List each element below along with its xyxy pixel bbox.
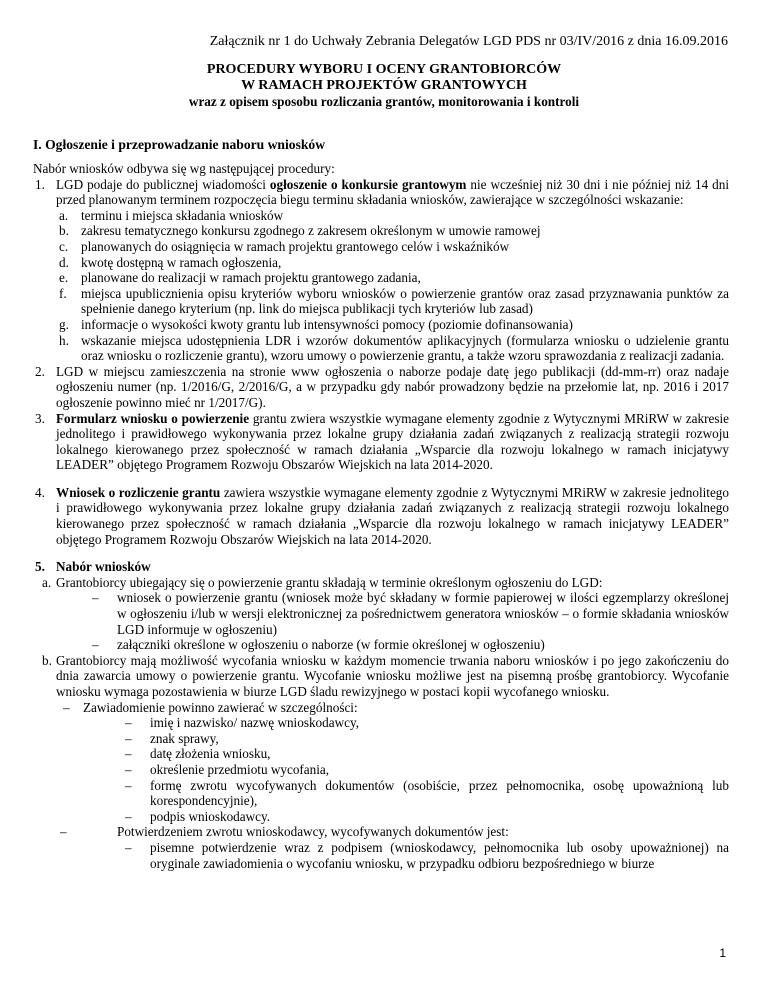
item-text-post: nie wcześniej niż 30 dni i nie później niż 14 dni przed planowanym terminem rozpoczęcia biegu terminu składania wniosków, zawierające w szczególności wskazanie:: [56, 176, 729, 208]
sub-item-letter: b.: [59, 223, 69, 239]
item-number: 3.: [35, 410, 45, 426]
sub-item-text: wskazanie miejsca udostępnienia LDR i wzorów dokumentów aplikacyjnych (formularza wniosku o udzielenie grantu oraz wniosku o rozliczenie grantu), wzoru umowy o powierzenie grantu, a także wzoru sprawozdania z realizacji zadania.: [81, 332, 729, 364]
sub-item-text: miejsca upublicznienia opisu kryteriów wyboru wniosków o powierzenie grantów oraz zasad przyznawania punktów za spełnienie danego kryterium (np. link do miejsca publikacji tych kryteriów lub zasad): [81, 285, 729, 317]
list-item-5: [33, 559, 729, 575]
sub-item-text: informacje o wysokości kwoty grantu lub intensywności pomocy (poziomie dofinansowania): [81, 316, 573, 332]
notice-item-text: formę zwrotu wycofywanych dokumentów (osobiście, przez pełnomocnika, osobę upoważnioną lub korespondencyjnie),: [150, 777, 729, 809]
document-title: [0, 62, 768, 110]
sub-item-f: [33, 286, 729, 317]
sub-item-text: kwotę dostępną w ramach ogłoszenia,: [81, 254, 282, 270]
item-number: 4.: [35, 484, 45, 500]
dash-bullet: –: [92, 637, 99, 653]
notice-item-text: datę złożenia wniosku,: [150, 746, 271, 762]
item-title: Nabór wniosków: [56, 559, 151, 575]
dash-bullet: –: [63, 699, 70, 715]
sub-item-text: terminu i miejsca składania wniosków: [81, 207, 284, 223]
sub-item-h: [33, 333, 729, 364]
dash-bullet: –: [125, 730, 132, 746]
notice-heading: [33, 700, 729, 716]
item-number: 5.: [35, 559, 45, 575]
notice-item-text: imię i nazwisko/ nazwę wnioskodawcy,: [150, 715, 359, 731]
dash-bullet: –: [125, 808, 132, 824]
item-number: 1.: [35, 176, 45, 192]
sub-item-5b: [33, 653, 729, 700]
sub-item-letter: a.: [59, 207, 69, 223]
dash-bullet: –: [125, 777, 132, 793]
sub-item-letter: g.: [59, 316, 69, 332]
confirm-item-text: pisemne potwierdzenie wraz z podpisem (wnioskodawcy, pełnomocnika lub osoby upoważnionej) na oryginale zawiadomienia o wycofaniu wniosku, w przypadku odbioru bezpośredniego w biurze: [150, 839, 729, 871]
item-text-pre: LGD podaje do publicznej wiadomości: [56, 176, 270, 192]
confirm-item: [33, 840, 729, 871]
notice-item: [33, 731, 729, 747]
dash-item-text: wniosek o powierzenie grantu (wniosek może być składany w formie papierowej w ilości egzemplarzy określonej w ogłoszeniu i/lub w wersji elektronicznej za pośrednictwem generatora wniosków – o formie składania wniosków LGD informuje w ogłoszeniu): [117, 590, 729, 637]
sub-item-text: planowane do realizacji w ramach projektu grantowego zadania,: [81, 270, 421, 286]
title-line-2: W RAMACH PROJEKTÓW GRANTOWYCH: [241, 78, 527, 93]
notice-item: [33, 762, 729, 778]
item-number: 2.: [35, 363, 45, 379]
sub-item-e: [33, 270, 729, 286]
confirm-heading: [33, 824, 729, 840]
item-text: LGD w miejscu zamieszczenia na stronie www ogłoszenia o naborze podaje datę jego publikacji (dd-mm-rr) oraz nadaje ogłoszeniu numer (np. 1/2016/G, 2/2016/G, a w przypadku gdy nabór prowadzony będzie na przełomie lat, np. 2016 i 2017 ogłoszenie powinno mieć nr 1/2017/G).: [56, 363, 729, 410]
sub-item-c: [33, 239, 729, 255]
item-text-bold: Formularz wniosku o powierzenie: [56, 410, 250, 426]
list-item-4: [33, 485, 729, 547]
dash-bullet: –: [125, 839, 132, 855]
sub-item-a: [33, 208, 729, 224]
document-body: [33, 161, 729, 871]
sub-item-b: [33, 223, 729, 239]
sub-item-letter: f.: [59, 285, 67, 301]
sub-item-letter: c.: [59, 238, 69, 254]
item-text-post: grantu zwiera wszystkie wymagane elementy zgodnie z Wytycznymi MRiRW w zakresie jednolitego i prawidłowego wykonywania przez lokalne grupy działania zadań związanych z realizacją strategii rozwoju lokalnego kierowanego przez społeczność w ramach działania „Wsparcie dla rozwoju lokalnego w ramach inicjatywy LEADER” objętego Programem Rozwoju Obszarów Wiejskich na lata 2014-2020.: [56, 410, 729, 473]
item-text-post: zawiera wszystkie wymagane elementy zgodnie z Wytycznymi MRiRW w zakresie jednolitego i prawidłowego wykonywania przez lokalne grupy działania zadań związanych z realizacją strategii rozwoju lokalnego kierowanego przez społeczność w ramach działania „Wsparcie dla rozwoju lokalnego w ramach inicjatywy LEADER” objętego Programem Rozwoju Obszarów Wiejskich na lata 2014-2020.: [56, 484, 729, 547]
notice-item: [33, 746, 729, 762]
spacer: [33, 473, 729, 485]
intro-paragraph: Nabór wniosków odbywa się wg następującej procedury:: [33, 161, 335, 176]
spacer: [33, 547, 729, 559]
notice-item: [33, 778, 729, 809]
sub-item-letter: e.: [59, 270, 69, 286]
item-text-bold: Wniosek o rozliczenie grantu: [56, 484, 221, 500]
title-line-1: PROCEDURY WYBORU I OCENY GRANTOBIORCÓW: [206, 62, 562, 77]
dash-item: [33, 637, 729, 653]
sub-item-letter: h.: [59, 332, 69, 348]
section-heading: I. Ogłoszenie i przeprowadzanie naboru wniosków: [33, 137, 326, 152]
sub-item-g: [33, 317, 729, 333]
attachment-header: Załącznik nr 1 do Uchwały Zebrania Delegatów LGD PDS nr 03/IV/2016 z dnia 16.09.2016: [209, 34, 728, 49]
notice-title: Zawiadomienie powinno zawierać w szczególności:: [83, 699, 358, 715]
notice-item-text: znak sprawy,: [150, 730, 219, 746]
notice-item: [33, 715, 729, 731]
dash-bullet: –: [125, 715, 132, 731]
confirm-title: Potwierdzeniem zwrotu wnioskodawcy, wycofywanych dokumentów jest:: [117, 824, 509, 840]
notice-item-text: określenie przedmiotu wycofania,: [150, 761, 330, 777]
sub-item-letter: b.: [42, 652, 52, 668]
notice-item-text: podpis wnioskodawcy.: [150, 808, 271, 824]
notice-item: [33, 809, 729, 825]
list-item-3: [33, 411, 729, 473]
title-line-3: wraz z opisem sposobu rozliczania grantów, monitorowania i kontroli: [188, 94, 580, 109]
sub-item-letter: a.: [42, 574, 52, 590]
dash-bullet: –: [125, 761, 132, 777]
dash-item-text: załączniki określone w ogłoszeniu o naborze (w formie określonej w ogłoszeniu): [117, 637, 545, 653]
sub-item-text: Grantobiorcy mają możliwość wycofania wniosku w każdym momencie trwania naboru wniosków i po jego zakończeniu do dnia zawarcia umowy o powierzenie grantu. Wycofanie wniosku możliwe jest na pisemną prośbę grantobiorcy. Wycofanie wniosku wymaga pozostawienia w biurze LGD śladu rewizyjnego w postaci kopii wycofanego wniosku.: [56, 652, 729, 699]
sub-item-letter: d.: [59, 254, 69, 270]
dash-bullet: –: [60, 824, 67, 840]
page-number: 1: [719, 946, 726, 960]
item-text-bold: ogłoszenie o konkursie grantowym: [269, 176, 467, 192]
list-item-1: [33, 177, 729, 208]
list-item-2: [33, 364, 729, 411]
sub-item-text: Grantobiorcy ubiegający się o powierzenie grantu składają w terminie określonym ogłoszeniu do LGD:: [56, 574, 603, 590]
sub-item-text: zakresu tematycznego konkursu zgodnego z zakresem określonym w umowie ramowej: [81, 223, 541, 239]
dash-bullet: –: [125, 746, 132, 762]
sub-item-text: planowanych do osiągnięcia w ramach projektu grantowego celów i wskaźników: [81, 238, 510, 254]
sub-item-5a: [33, 575, 729, 591]
dash-item: [33, 590, 729, 637]
dash-bullet: –: [92, 590, 99, 606]
sub-item-d: [33, 255, 729, 271]
